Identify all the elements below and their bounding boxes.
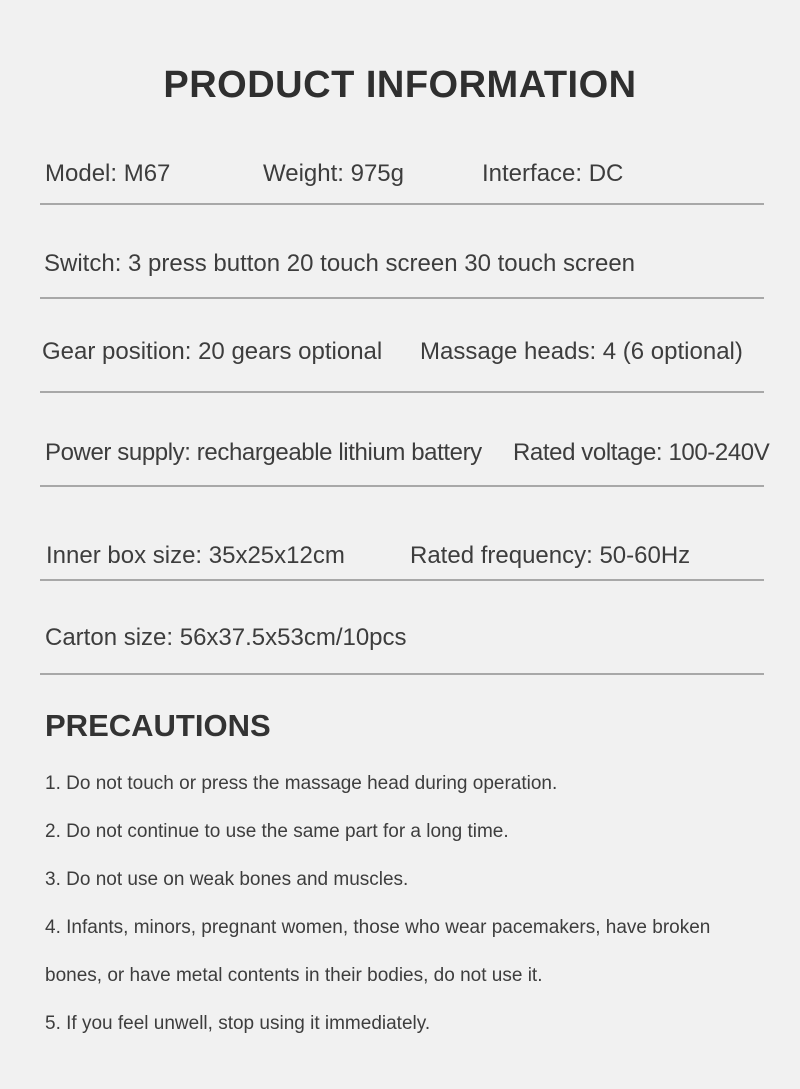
spec-interface: Interface: DC — [482, 160, 624, 187]
spec-rated-frequency: Rated frequency: 50-60Hz — [410, 542, 691, 569]
precaution-item: 2. Do not continue to use the same part for a long time. — [45, 821, 509, 842]
spec-model: Model: M67 — [45, 160, 171, 187]
divider — [40, 391, 764, 393]
divider — [40, 673, 764, 675]
page-title: PRODUCT INFORMATION — [163, 64, 637, 106]
precaution-item: 3. Do not use on weak bones and muscles. — [45, 869, 409, 890]
divider — [40, 485, 764, 487]
divider — [40, 297, 764, 299]
spec-row-inner-box — [0, 536, 800, 576]
spec-row-switch — [0, 244, 800, 284]
spec-rated-voltage: Rated voltage: 100-240V — [513, 439, 770, 466]
precaution-item: 1. Do not touch or press the massage head during operation. — [45, 773, 558, 794]
precaution-item: 5. If you feel unwell, stop using it immediately. — [45, 1013, 431, 1034]
divider — [40, 203, 764, 205]
spec-gear-position: Gear position: 20 gears optional — [42, 338, 383, 365]
spec-row-model — [0, 154, 800, 194]
spec-row-carton — [0, 618, 800, 658]
spec-switch: Switch: 3 press button 20 touch screen 30 touch screen — [44, 250, 636, 277]
spec-power-supply: Power supply: rechargeable lithium battery — [45, 439, 482, 466]
spec-weight: Weight: 975g — [263, 160, 404, 187]
spec-row-gear — [0, 332, 800, 372]
spec-massage-heads: Massage heads: 4 (6 optional) — [420, 338, 743, 365]
spec-carton-size: Carton size: 56x37.5x53cm/10pcs — [45, 624, 407, 651]
divider — [40, 579, 764, 581]
precaution-item: bones, or have metal contents in their bodies, do not use it. — [45, 965, 543, 986]
precaution-item: 4. Infants, minors, pregnant women, those who wear pacemakers, have broken — [45, 917, 711, 938]
spec-inner-box-size: Inner box size: 35x25x12cm — [46, 542, 345, 569]
precautions-title: PRECAUTIONS — [45, 708, 271, 743]
spec-row-power — [0, 433, 800, 473]
